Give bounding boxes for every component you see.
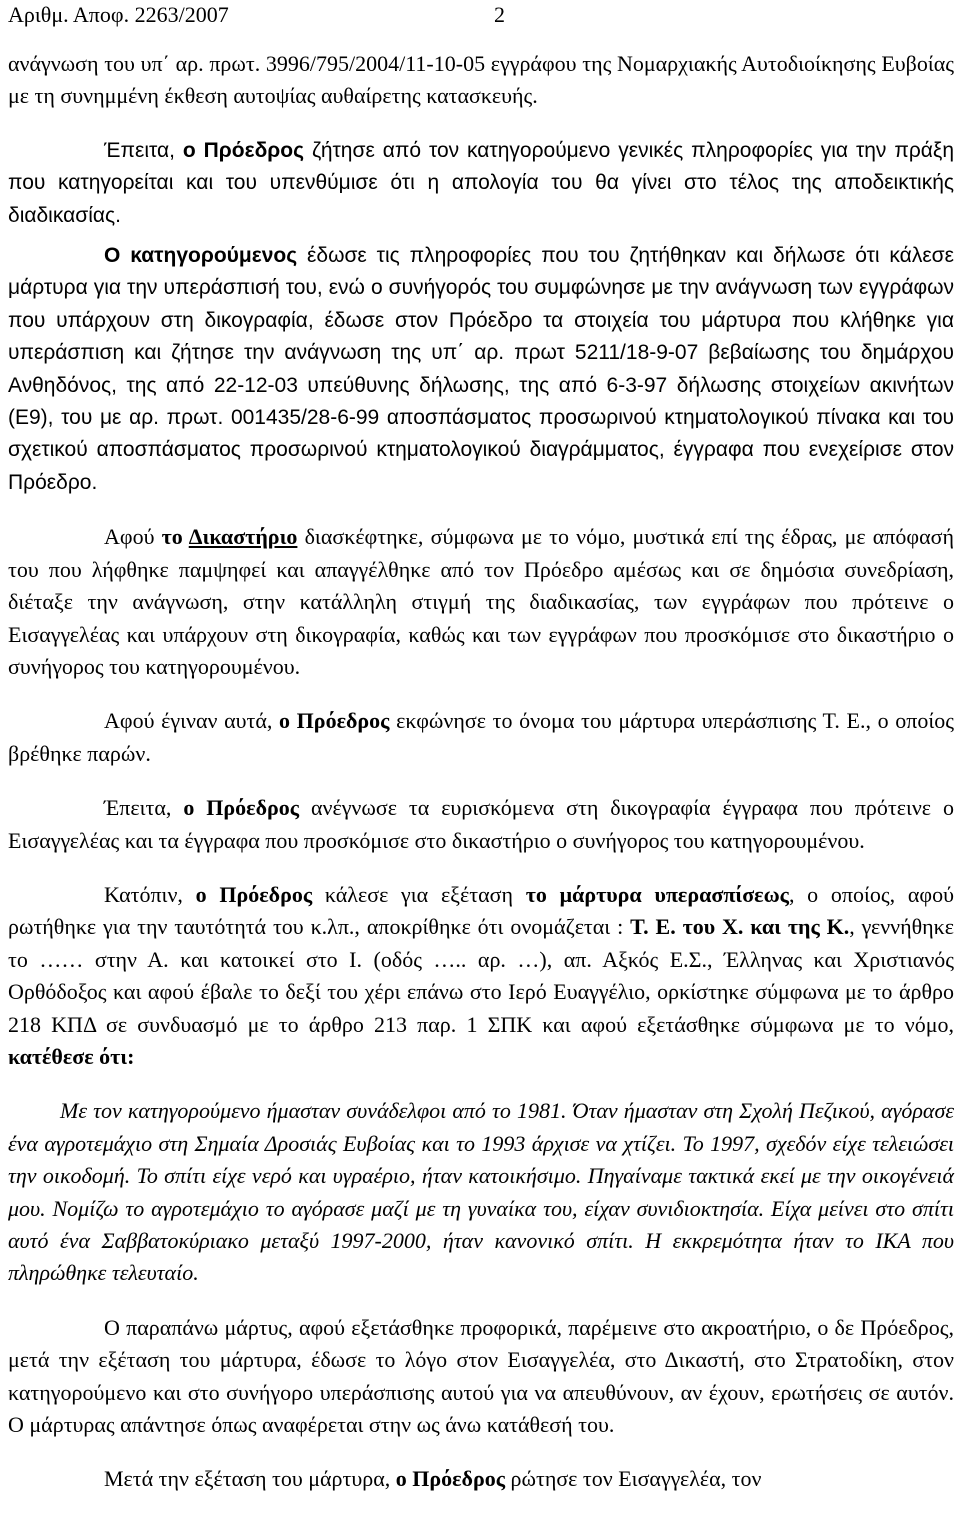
paragraph-witness-called xyxy=(8,705,954,770)
text-run: διασκέφτηκε, σύμφωνα με το νόμο, μυστικά επί της έδρας, με απόφασή του που λήφθηκε παμψηφεί και απαγγέλθηκε από τον Πρόεδρο αμέσως και σε δημόσια συνεδρίαση, διέταξε την ανάγνωση, στην κατάλληλη στιγμή της διαδικασίας, των εγγράφων που πρότεινε ο Εισαγγελέας και υπάρχουν στη δικογραφία, καθώς και των εγγράφων που προσκόμισε στο δικαστήριο ο συνήγορος του κατηγορουμένου. xyxy=(8,524,954,679)
paragraph-president-questions xyxy=(8,135,954,232)
text-run: εκφώνησε το όνομα του μάρτυρα υπεράσπισης Τ. Ε., ο οποίος βρέθηκε παρών. xyxy=(8,708,955,766)
bold-text-run: Τ. Ε. του Χ. και της Κ. xyxy=(630,914,850,940)
bold-text-run: ο Πρόεδρος xyxy=(183,795,300,821)
paragraph-court-decision xyxy=(8,521,954,683)
bold-text-run: Ο κατηγορούμενος xyxy=(104,244,298,268)
text-run: ρώτησε τον Εισαγγελέα, τον xyxy=(505,1466,762,1492)
bold-text-run: ο Πρόεδρος xyxy=(182,138,305,162)
decision-number: Αριθμ. Αποφ. 2263/2007 xyxy=(8,2,229,27)
bold-text-run: το xyxy=(161,524,189,550)
text-run: Έπειτα, xyxy=(104,795,184,821)
bold-text-run: κατέθεσε ότι: xyxy=(8,1043,135,1069)
text-run: Μετά την εξέταση του μάρτυρα, xyxy=(104,1466,396,1492)
text-run: Έπειτα, xyxy=(104,138,183,162)
text-run: Αφού έγιναν αυτά, xyxy=(104,708,280,734)
paragraph-after-testimony xyxy=(8,1312,954,1442)
document-page xyxy=(8,0,954,1496)
text-run: Με τον κατηγορούμενο ήμασταν συνάδελφοι από το 1981. Όταν ήμασταν στη Σχολή Πεζικού, αγόρασε ένα αγροτεμάχιο στη Σημαία Δροσιάς Ευβοίας και το 1993 άρχισε να χτίζει. Το 1997, σχεδόν είχε τελειώσει την οικοδομή. Το σπίτι είχε νερό και υγραέριο, ήταν κατοικήσιμο. Πηγαίναμε τακτικά εκεί με την οικογένειά μου. Νομίζω το αγροτεμάχιο το αγόρασε μαζί με τη γυναίκα του, είχαν συνιδιοκτησία. Είχα μείνει στο σπίτι αυτό ένα Σαββατοκύριακο μεταξύ 1997-2000, ήταν κανονικό σπίτι. Η εκκρεμότητα ήταν το ΙΚΑ που πληρώθηκε τελευταίο. xyxy=(8,1098,954,1286)
text-run: ζήτησε από τον κατηγορούμενο γενικές πληροφορίες για την πράξη που κατηγορείται και του υπενθύμισε ότι η απολογία του θα γίνει στο τέλος της αποδεικτικής διαδικασίας. xyxy=(8,138,954,227)
paragraph-defendant-information xyxy=(8,240,954,499)
text-run: Ο παραπάνω μάρτυς, αφού εξετάσθηκε προφορικά, παρέμεινε στο ακροατήριο, ο δε Πρόεδρος, μετά την εξέταση του μάρτυρα, έδωσε το λόγο στον Εισαγγελέα, στο Δικαστή, στο Στρατοδίκη, στον κατηγορούμενο και στο συνήγορο υπεράσπισης αυτού για να απευθύνουν, αν έχουν, ερωτήσεις σε αυτόν. Ο μάρτυρας απάντησε όπως αναφέρεται στην ως άνω κατάθεσή του. xyxy=(8,1314,954,1438)
bold-text-run: το μάρτυρα υπερασπίσεως xyxy=(525,881,789,907)
bold-underlined-text-run: Δικαστήριο xyxy=(188,524,298,550)
text-run: Κατόπιν, xyxy=(104,881,196,907)
paragraph-witness-testimony xyxy=(8,1095,954,1289)
text-run: ανέγνωσε τα ευρισκόμενα στη δικογραφία έγγραφα που πρότεινε ο Εισαγγελέας και τα έγγραφα που προσκόμισε στο δικαστήριο ο συνήγορος του κατηγορουμένου. xyxy=(8,795,954,853)
text-run: κάλεσε για εξέταση xyxy=(312,881,526,907)
paragraph-documents-read xyxy=(8,792,954,857)
bold-text-run: ο Πρόεδρος xyxy=(279,708,390,734)
text-run: , ο οποίος, αφού ρωτήθηκε για την ταυτότητά του κ.λπ., αποκρίθηκε ότι ονομάζεται : xyxy=(8,881,954,940)
bold-text-run: ο Πρόεδρος xyxy=(395,1466,506,1492)
paragraph-witness-examination xyxy=(8,879,954,1073)
text-run: Αφού xyxy=(104,524,162,550)
page-header xyxy=(8,0,954,34)
page-number: 2 xyxy=(494,2,505,27)
text-run: έδωσε τις πληροφορίες που του ζητήθηκαν και δήλωσε ότι κάλεσε μάρτυρα για την υπεράσπισή του, ενώ ο συνήγορός του συμφώνησε με την ανάγνωση των εγγράφων που υπάρχουν στη δικογραφία, έδωσε στον Πρόεδρο τα στοιχεία του μάρτυρα που κλήθηκε για υπεράσπιση και ζήτησε την ανάγνωση της υπ΄ αρ. πρωτ 5211/18-9-07 βεβαίωσης του δημάρχου Ανθηδόνος, της από 22-12-03 υπεύθυνης δήλωσης, της από 6-3-97 δήλωσης στοιχείων ακινήτων (Ε9), του με αρ. πρωτ. 001435/28-6-99 αποσπάσματος προσωρινού κτηματολογικού πίνακα και του σχετικού αποσπάσματος προσωρινού κτηματολογικού διαγράμματος, έγγραφα που ενεχείρισε στον Πρόεδρο. xyxy=(8,244,954,494)
paragraph-after-examination xyxy=(8,1463,954,1495)
text-run: ανάγνωση του υπ΄ αρ. πρωτ. 3996/795/2004/11-10-05 εγγράφου της Νομαρχιακής Αυτοδιοίκησης Ευβοίας με τη συνημμένη έκθεση αυτοψίας αυθαίρετης κατασκευής. xyxy=(8,51,954,109)
text-run: , γεννήθηκε το …… στην Α. και κατοικεί στο Ι. (οδός ….. αρ. …), απ. Αξκός Ε.Σ., Έλληνας και Χριστιανός Ορθόδοξος και αφού έβαλε το δεξί του χέρι επάνω στο Ιερό Ευαγγέλιο, ορκίστηκε σύμφωνα με το άρθρο 218 ΚΠΔ σε συνδυασμό με το άρθρο 213 παρ. 1 ΣΠΚ και αφού εξετάσθηκε σύμφωνα με το νόμο, xyxy=(8,914,954,1037)
bold-text-run: ο Πρόεδρος xyxy=(195,881,313,907)
paragraph-document-reading xyxy=(8,48,954,113)
